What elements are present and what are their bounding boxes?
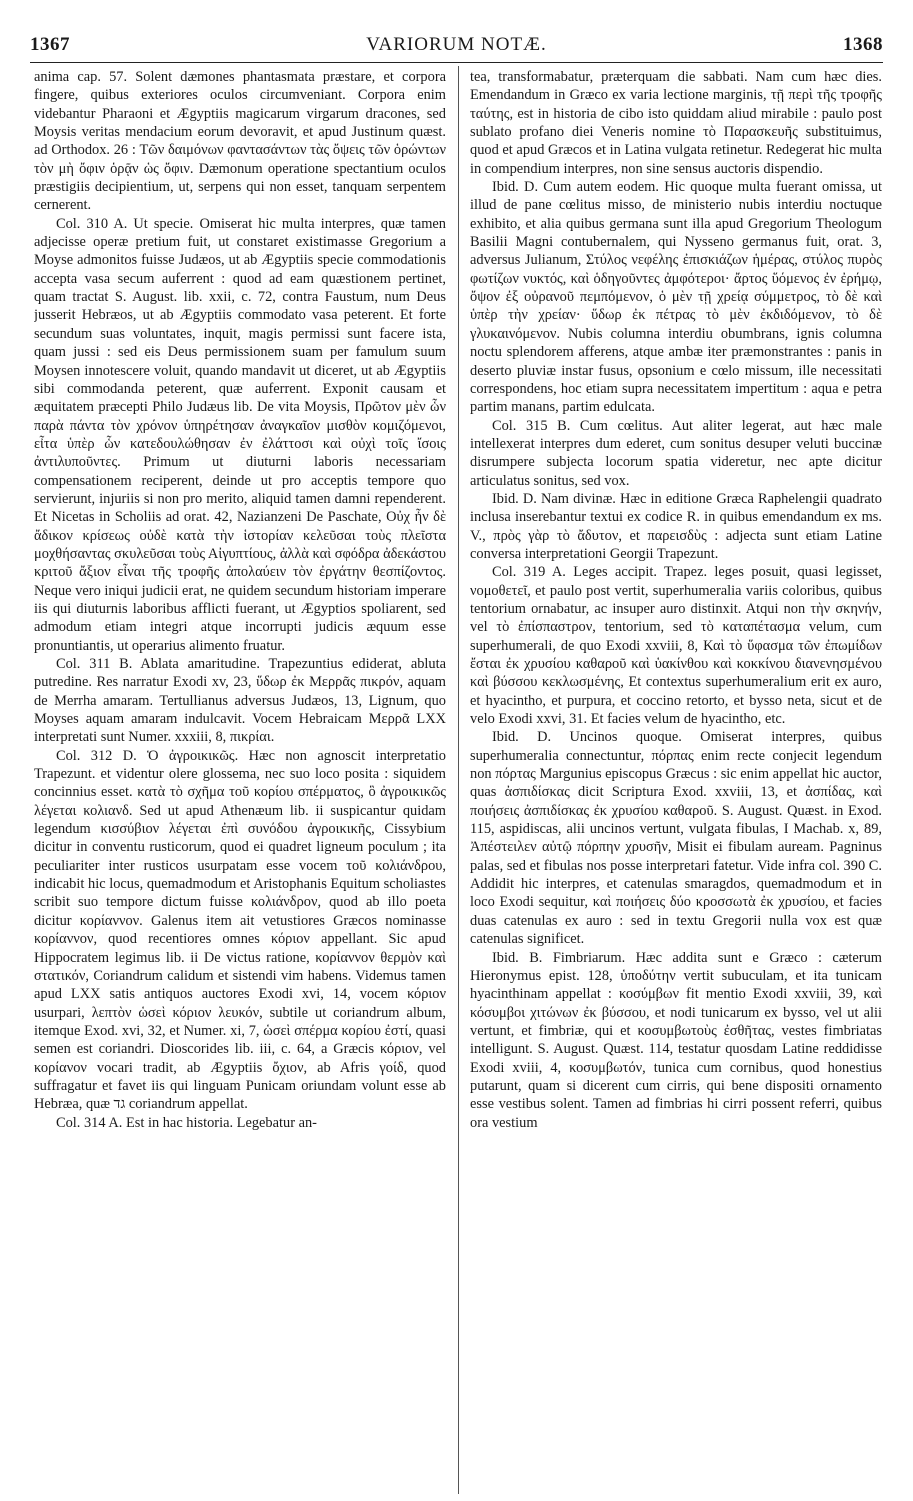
paragraph: Col. 314 A. Est in hac historia. Legebatur an- <box>56 1114 317 1131</box>
column-divider <box>458 66 459 1494</box>
paragraph: Ibid. D. Nam divinæ. Hæc in editione Græca Raphelengii quadrato inclusa inserebantur textui ex codice R. in quibus emendandum ex ms. V., πρὸς γὰρ τὸ ἄδυτον, et παρεισδὺς : adjecta sunt etiam Latine conversa interpretationi Georgii Trapezunt. <box>470 490 882 562</box>
paragraph: Ibid. D. Cum autem eodem. Hic quoque multa fuerant omissa, ut illud de pane cœlitus misso, de ministerio nubis interdiu noctuque exhibito, et alia quibus germana sunt illa apud Gregorium Theologum Basilii Magni contubernalem, qui Nysseno germanus fuit, orat. 3, adversus Julianum, Στύλος νεφέλης ἐπισκιάζων ἡμέρας, στύλος πυρὸς φωτίζων νυκτός, καὶ ὁδηγοῦντες ἀμφότεροι· ἄρτος ὕόμενος ἐν ἐρήμῳ, ὄψον ἐξ οὐρανοῦ πεμπόμενον, ὁ μὲν τῇ χρείᾳ σύμμετρος, τὸ δὲ καὶ ὑπὲρ τὴν χρείαν· ὕδωρ ἐκ πέτρας τὸ μὲν ἐκδιδόμενον, τὸ δὲ γλυκαινόμενον. Nubis columna interdiu obumbrans, ignis columna noctu splendorem afferens, atque ambæ iter præmonstrantes : panis in deserto pluviæ instar fusus, opsonium e cœlo missum, ille necessitati correspondens, hoc etiam supra necessitatem impertitum : aqua e petra partim manans, partim edulcata. <box>470 179 882 416</box>
paragraph: Col. 311 B. Ablata amaritudine. Trapezuntius ediderat, abluta putredine. Res narratur Exodi xv, 23, ὕδωρ ἐκ Μερρᾶς πικρόν, aquam de Merrha amaram. Tertullianus adversus Judæos, 13, Lignum, quo Moyses aquam amaram indulcavit. Vocem Hebraicam Μερρᾶ LXX interpretati sunt Numer. xxxiii, 8, πικρίαι. <box>34 656 446 746</box>
right-text-column <box>470 68 882 1493</box>
header-rule <box>30 62 883 63</box>
paragraph: Col. 315 B. Cum cœlitus. Aut aliter legerat, aut hæc male intellexerat interpres dum ederet, cum sonitus desuper veluti buccinæ disrumpere subjecta locorum spatia videretur, nec apte dicitur articulatus sonitus, sed vox. <box>470 417 882 489</box>
paragraph: Col. 312 D. Ὁ ἀγροικικῶς. Hæc non agnoscit interpretatio Trapezunt. et videntur olere glossema, nec suo loco posita : siquidem concinnius esset. κατὰ τὸ σχῆμα τοῦ κορίου σπέρματος, ὃ ἀγροικικῶς λέγεται κολιανδ. Sed ut apud Athenæum lib. ii suspicantur quidam legendum κισσύβιον λέγεται ἐπὶ συνόδου ἀγροικικῆς, Cissybium dicitur in conventu rusticorum, quod ei quadret ligneum poculum ; ita peculiariter inter rusticos usurpatam esse vocem τοῦ κολιάνδρου, indicabit hic locus, quemadmodum et Aristophanis Equitum scholiastes scribit suo tempore dictum fuisse κολιάνδρον, quod ab illo poeta dicitur κορίαννον. Galenus item ait vetustiores Græcos nominasse κορίαννον, quod recentiores omnes κόριον appellant. Sic apud Hippocratem legimus lib. ii De victus ratione, κορίαννον θερμὸν καὶ στατικόν, Coriandrum calidum et sistendi vim habens. Videmus tamen apud LXX satis antiquos auctores Exodi xvi, 14, vocem κόριον usurpari, λεπτὸν ὡσεὶ κόριον λευκόν, subtile ut coriandrum album, itemque Exod. xvi, 32, et Numer. xi, 7, ὡσεὶ σπέρμα κορίου ἐστί, quasi semen est coriandri. Dioscorides lib. iii, c. 64, a Græcis κόριον, vel κορίανον vocari tradit, ab Ægyptiis ὄχιον, ab Afris γοίδ, quod suffragatur et favet iis qui linguam Punicam oriundam volunt esse ab Hebræa, quæ גד coriandrum appellat. <box>34 747 446 1113</box>
paragraph: anima cap. 57. Solent dæmones phantasmata præstare, et corpora fingere, quibus exteriores oculos circumveniant. Corpora enim videbantur Pharaoni et Ægyptiis magicarum virgarum dracones, sed Moysis veritas mendacium eorum devoravit, et apud Justinum quæst. ad Orthodox. 26 : Τῶν δαιμόνων φαντασάντων τὰς ὄψεις τῶν ὁρώντων τὸν μὴ ὄφιν ὁρᾷν ὡς ὄφιν. Dæmonum operatione spectantium oculos præstigiis decipientium, ut, serpens qui non esset, tanquam serpentem cernerent. <box>34 69 446 214</box>
paragraph: Col. 310 A. Ut specie. Omiserat hic multa interpres, quæ tamen adjecisse operæ pretium fuit, ut constaret existimasse Gregorium a Moyse admonitos fuisse Judæos, ut ab Ægyptiis specie commodationis accepta vasa secum auferrent : quod ad eam quæstionem pertinet, quam tractat S. August. lib. xxii, c. 72, contra Faustum, num Deus jusserit Hebræos, ut ab Ægyptiis commodato vasa peterent. Et forte secundum suas voluntates, inquit, magis permissi sunt facere ista, quam jussi : sed eis Deus permissionem suam per famulum suum Moysen innotescere voluit, quando mandavit ut diceret, ut ab Ægyptiis sibi commodanda peterent, quæ auferrent. Exponit causam et æquitatem præcepti Philo Judæus lib. De vita Moysis, Πρῶτον μὲν ὧν παρὰ πάντα τὸν χρόνον ὑπηρέτησαν ἀναγκαῖον μισθὸν κομιζόμενοι, εἶτα ὑπὲρ ὧν κατεδουλώθησαν ἐν ἐλάττοσι καὶ οὐχὶ τοῖς ἴσοις ἀντιλυποῦντες. Primum ut diuturni laboris necessariam compensationem reciperent, deinde ut pro acceptis tempore quo servierunt, injuriis si non pro merito, aliquid tamen damni rependerent. Et Nicetas in Scholiis ad orat. 42, Nazianzeni De Paschate, Οὐχ ἦν δὲ ἄδικον κρίσεως οὐδὲ κατὰ τὴν ἱστορίαν κελεῦσαι τοὺς πλεῖστα μοχθήσαντας σκυλεῦσαι τοὺς Αἰγυπτίους, ἀλλὰ καὶ σφόδρα ἀδεκάστου κριτοῦ ἄξιον εἶναι τῆς τροφῆς ἀπολαύειν τὸν ἐργάτην θεσπίζοντος. Neque vero iniqui judicii erat, ne quidem secundum historiam imperare iis qui diuturnis laboribus afflicti fuerant, ut Ægyptios spoliarent, sed admodum etiam integri atque incorrupti judicis æquum esse pronuntiantis, ut operarius alimento fruatur. <box>34 215 446 654</box>
left-column-number: 1367 <box>30 34 70 55</box>
right-column-number: 1368 <box>843 34 883 55</box>
paragraph: tea, transformabatur, præterquam die sabbati. Nam cum hæc dies. Emendandum in Græco ex varia lectione marginis, τῇ περὶ τῆς τροφῆς ταύτης, est in historia de cibo isto quiddam aliud mirabile : paulo post sublato profano diei Veneris nomine τὸ Παρασκευῆς substituimus, quod et apud Græcos et in Latina vulgata retinetur. Redegerat hic multa in compendium interpres, non sine sensus auctoris dispendio. <box>470 69 882 177</box>
running-title: VARIORUM NOTÆ. <box>366 34 547 55</box>
left-text-column <box>34 68 446 1493</box>
paragraph: Ibid. B. Fimbriarum. Hæc addita sunt e Græco : cæterum Hieronymus epist. 128, ὑποδύτην vertit subuculam, et ita tunicam hyacinthinam appellat : κοσύμβων fit mentio Exodi xxviii, 39, καὶ κόσυμβοι χιτώνων ἐκ βύσσου, et nodi tunicarum ex bysso, vel ut alii vertunt, et fimbriæ, qui et κοσυμβωτοὺς ἐσθῆτας, vestes fimbriatas intelligunt. S. August. Quæst. 114, testatur quosdam Latine reddidisse Exodi xviii, 4, κοσυμβωτόν, tunica cum cornibus, quod honestius putarunt, quam si dicerent cum cirris, qui bene dispositi ornamento esse vestibus solent. Tamen ad fimbrias hi cirri possent referri, quibus ora vestium <box>470 949 882 1131</box>
paragraph: Ibid. D. Uncinos quoque. Omiserat interpres, quibus superhumeralia connectuntur, πόρπας enim recte conjecit legendum non πόρτας Margunius episcopus Græcus : sic enim appellat hic auctor, quas ἀσπιδίσκας dicit Scriptura Exod. xxviii, 13, et ἀσπίδας, καὶ ποιήσεις ἀσπιδίσκας ἐκ χρυσίου καθαροῦ. S. August. Quæst. in Exod. 115, aspidiscas, alii uncinos vertunt, vulgata fibulas, I Machab. x, 89, Ἀπέστειλεν αὐτῷ πόρπην χρυσῆν, Misit ei fibulam auream. Pagninus palas, sed et fibulas nos posse interpretari fatetur. Vide infra col. 390 C. Addidit hic interpres, et catenulas smaragdos, quemadmodum et in loco Exodi sequitur, καὶ ποιήσεις δύο κροσσωτὰ ἐκ χρυσίου, et facies duas catenulas ex auro : sed in textu Gregorii nulla vox est quæ catenulas significet. <box>470 729 882 948</box>
running-header <box>30 30 883 60</box>
paragraph: Col. 319 A. Leges accipit. Trapez. leges posuit, quasi legisset, νομοθετεῖ, et paulo post vertit, superhumeralia variis coloribus, quibus tentorium ornabatur, ac insuper auro distinxit. Atqui non τὴν σκηνήν, vel τὸ ἐπίσπαστρον, tentorium, sed τὸ καταπέτασμα velum, cum superhumerali, de quo Exodi xxviii, 8, Καὶ τὸ ὕφασμα τῶν ἐπωμίδων ἔσται ἐκ χρυσίου καθαροῦ καὶ ὑακίνθου καὶ κοκκίνου διανενησμένου καὶ βύσσου κεκλωσμένης, Et contextus superhumeralium erit ex auro, et hyacintho, et purpura, et coccino retorto, et bysso neta, sicut et de velo Exodi xxvi, 31. Et facies velum de hyacintho, etc. <box>470 564 882 728</box>
